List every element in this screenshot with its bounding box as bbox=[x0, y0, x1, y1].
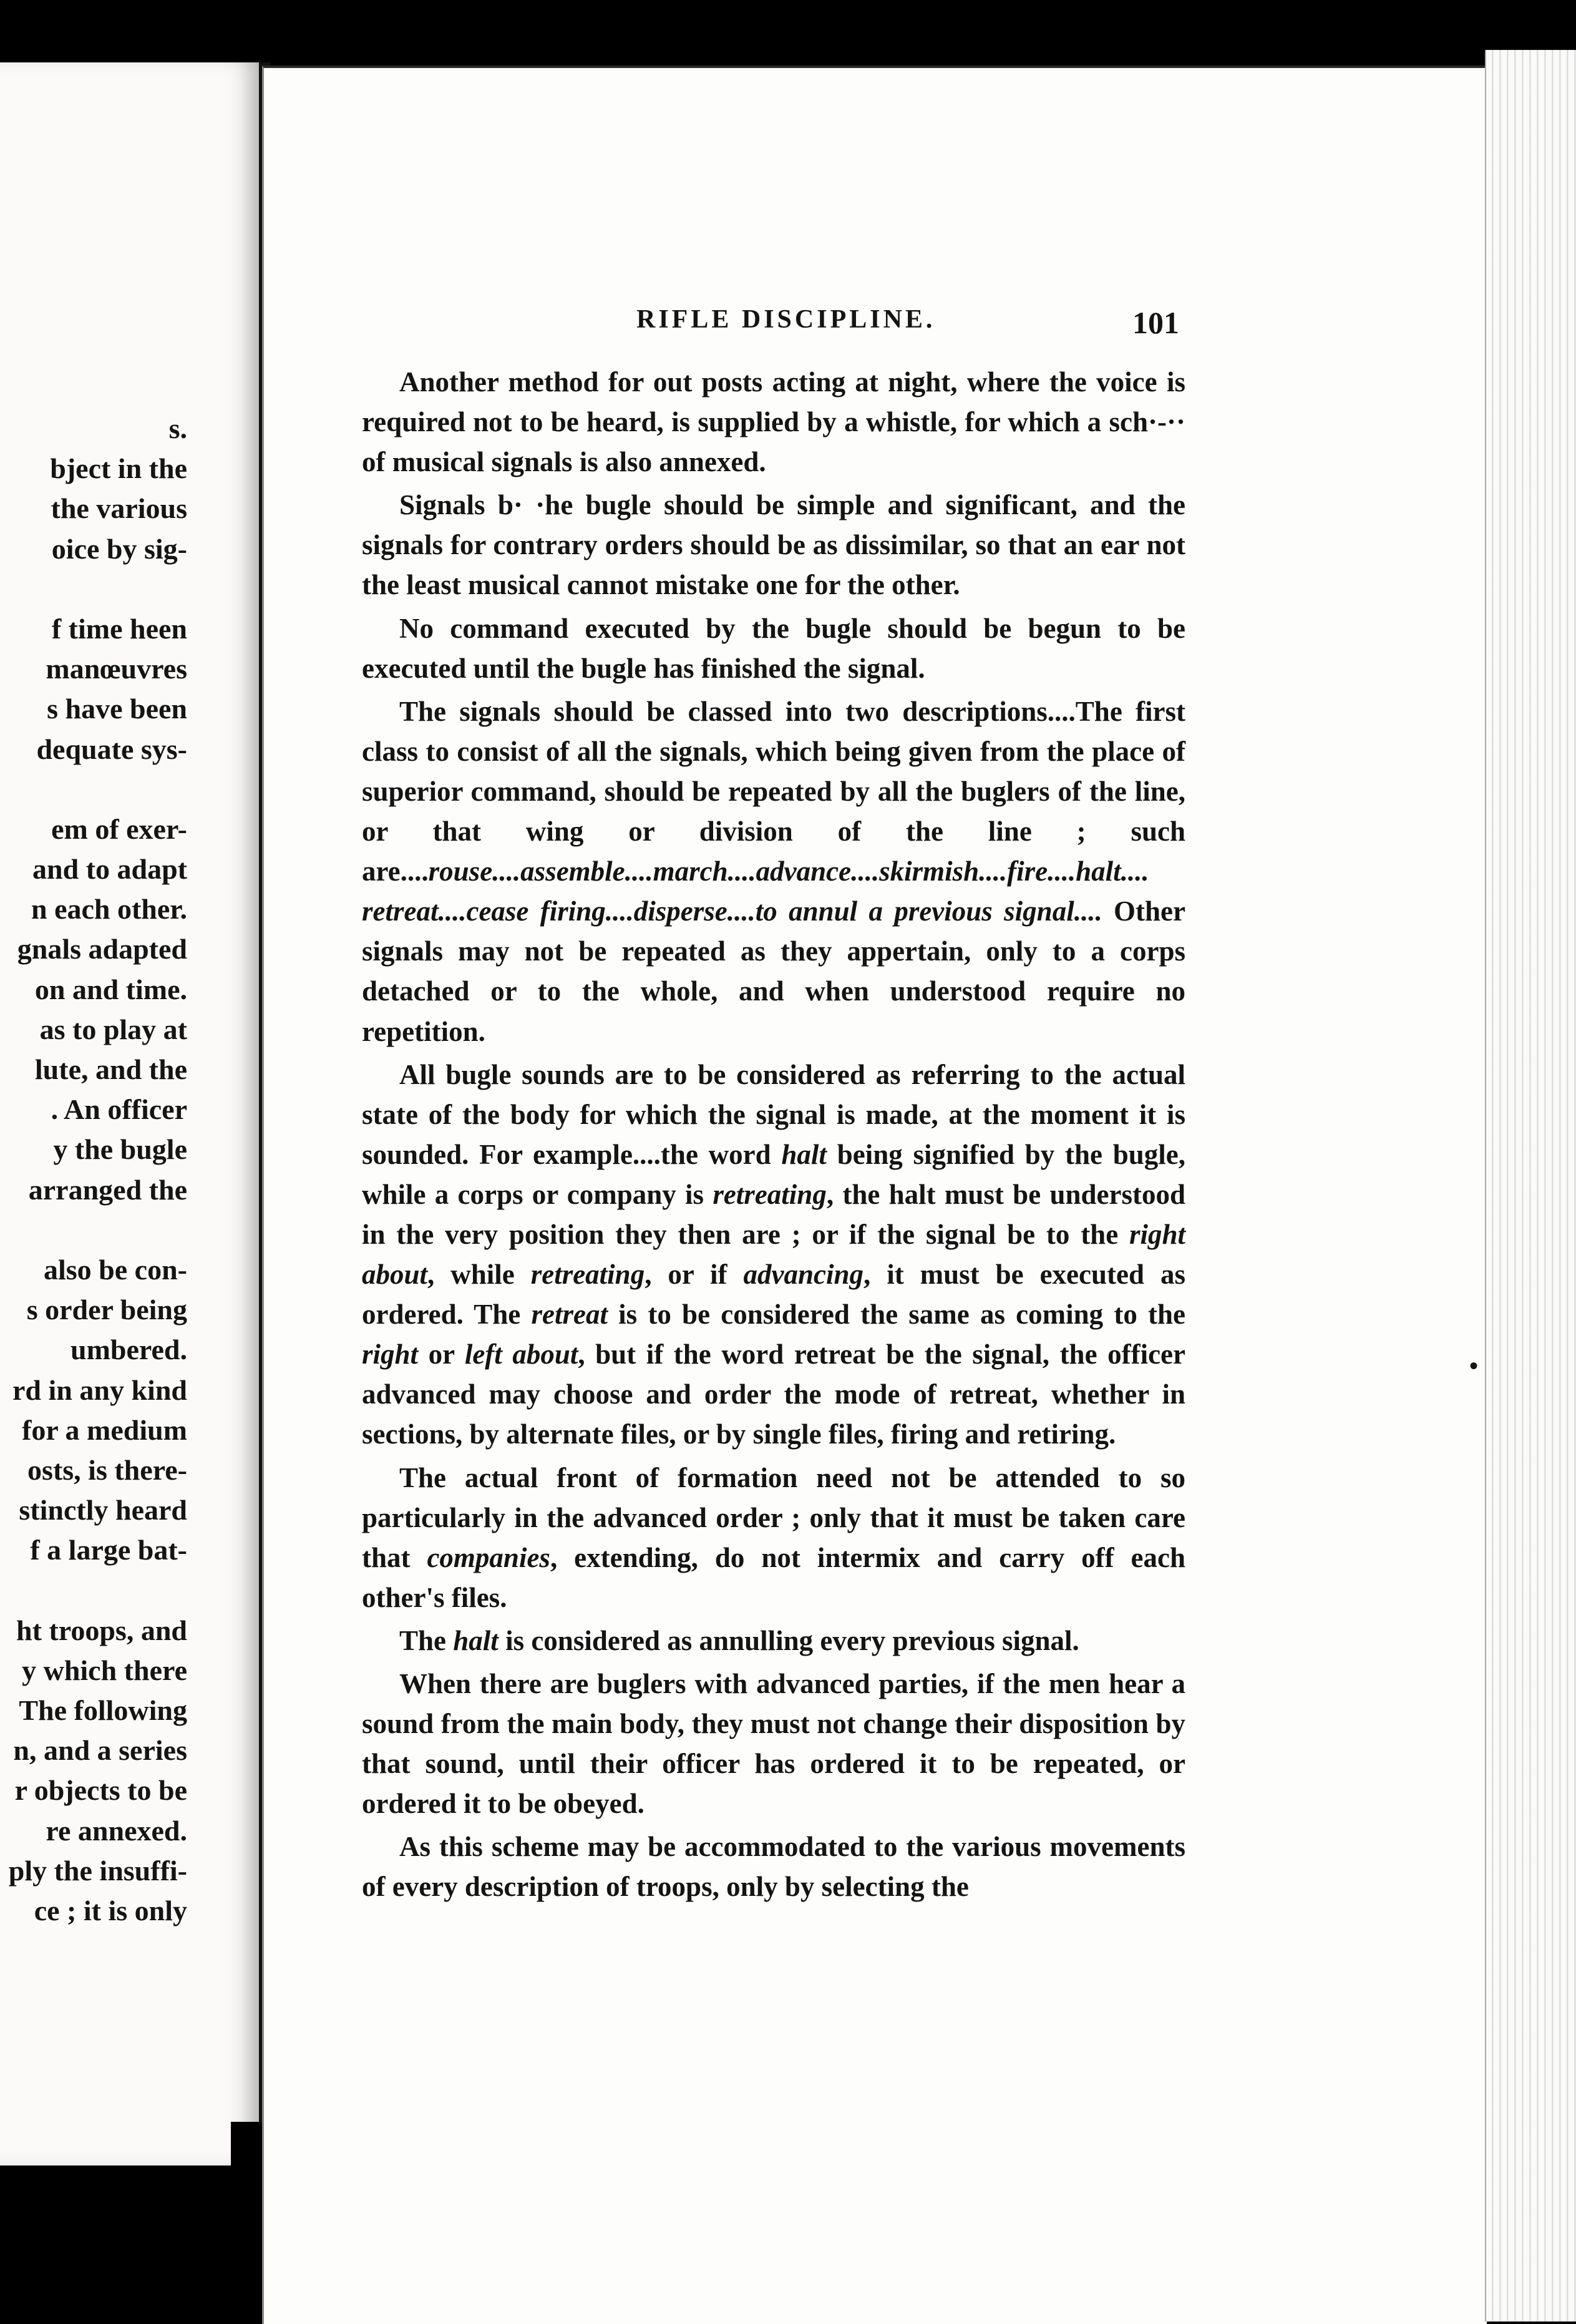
facing-left-page bbox=[0, 62, 264, 2165]
left-page-line: s. bbox=[168, 413, 187, 444]
left-page-line: y which there bbox=[22, 1654, 187, 1686]
left-page-line bbox=[0, 1210, 187, 1250]
binding-shadow bbox=[231, 2122, 262, 2322]
left-page-line bbox=[0, 569, 187, 609]
left-page-line: rd in any kind bbox=[12, 1374, 187, 1406]
left-page-line: lute, and the bbox=[34, 1053, 187, 1085]
left-page-line: . An officer bbox=[51, 1093, 187, 1126]
left-page-line: on and time. bbox=[34, 973, 187, 1005]
paragraph: As this scheme may be accommodated to the various movements of every description of troops, only by selecting the bbox=[362, 1831, 1185, 1903]
left-page-line: em of exer- bbox=[51, 813, 187, 845]
left-page-line: also be con- bbox=[44, 1253, 187, 1286]
left-page-line: and to adapt bbox=[32, 853, 187, 886]
body-text bbox=[362, 362, 1185, 1907]
left-page-line: r objects to be bbox=[14, 1774, 187, 1807]
left-page-line: umbered. bbox=[71, 1334, 187, 1366]
left-page-line bbox=[0, 1570, 187, 1610]
left-page-line: manœuvres bbox=[46, 653, 187, 685]
paragraph: The actual front of formation need not be attended to so particularly in the advanced order ; only that it must be taken care that companies, extending, do not intermix and carry off each other's files. bbox=[362, 1462, 1185, 1613]
left-page-line: ce ; it is only bbox=[34, 1894, 187, 1926]
left-page-line: s have been bbox=[47, 693, 187, 725]
paragraph: The signals should be classed into two descriptions....The first class to consist of all the signals, which being given from the place of superior command, should be repeated by all the buglers of the line, or that wing or division of the line ; such are....rouse....assemble....march....advance....skirmish....fire....halt.... retreat....cease firing....disperse....to annul a previous signal.... Other signals may not be repeated as they appertain, only to a corps detached or to the whole, and when understood require no repetition. bbox=[362, 695, 1185, 1047]
left-page-text bbox=[0, 409, 187, 1931]
left-page-line: ht troops, and bbox=[16, 1614, 187, 1646]
left-page-line: re annexed. bbox=[46, 1814, 187, 1847]
left-page-line: dequate sys- bbox=[36, 733, 187, 765]
left-page-line: the various bbox=[51, 492, 187, 525]
left-page-line: n, and a series bbox=[13, 1734, 187, 1767]
left-page-line bbox=[0, 769, 187, 809]
paragraph: All bugle sounds are to be considered as referring to the actual state of the body for which the signal is made, at the moment it is sounded. For example....the word halt being signified by the bugle, while a corps or company is retreating, the halt must be understood in the very position they then are ; or if the signal be to the right about, while retreating, or if advancing, it must be executed as ordered. The retreat is to be considered the same as coming to the right or left about, but if the word retreat be the signal, the officer advanced may choose and order the mode of retreat, whether in sections, by alternate files, or by single files, firing and retiring. bbox=[362, 1058, 1186, 1450]
left-page-line: y the bugle bbox=[53, 1133, 187, 1166]
signal-list: rouse....assemble....march....advance....skirmish....fire....halt.... retreat....cease firing....disperse....to annul a previous signal.... bbox=[362, 856, 1149, 927]
paragraph: The halt is considered as annulling every previous signal. bbox=[399, 1624, 1079, 1656]
left-page-line: osts, is there- bbox=[27, 1453, 187, 1486]
left-page-line: stinctly heard bbox=[19, 1494, 187, 1526]
left-page-line: f time heen bbox=[51, 612, 187, 645]
left-page-line: arranged the bbox=[28, 1173, 187, 1206]
left-page-line: s order being bbox=[26, 1294, 187, 1326]
margin-mark: • bbox=[1469, 1352, 1479, 1380]
paragraph: When there are buglers with advanced parties, if the men hear a sound from the main body, they must not change their disposition by that sound, until their officer has ordered it to be repeated, or ordered it to be obeyed. bbox=[362, 1668, 1185, 1820]
left-page-line: gnals adapted bbox=[17, 933, 187, 965]
left-page-line: bject in the bbox=[50, 452, 187, 485]
page-edges bbox=[1485, 50, 1576, 2322]
paragraph: Another method for out posts acting at night, where the voice is required not to be heard, is supplied by a whistle, for which a sch·-·· of musical signals is also annexed. bbox=[362, 366, 1185, 478]
page-number: 101 bbox=[1132, 305, 1179, 340]
running-head: RIFLE DISCIPLINE. bbox=[636, 305, 936, 334]
left-page-line: f a large bat- bbox=[30, 1534, 187, 1566]
paragraph: Signals b· ·he bugle should be simple and significant, and the signals for contrary orders should be as dissimilar, so that an ear not the least musical cannot mistake one for the other. bbox=[362, 489, 1185, 601]
left-page-line: for a medium bbox=[22, 1413, 187, 1446]
left-page-line: The following bbox=[19, 1694, 187, 1726]
left-page-line: oice by sig- bbox=[51, 532, 187, 565]
paragraph: No command executed by the bugle should be begun to be executed until the bugle has finished the signal. bbox=[362, 612, 1185, 684]
left-page-line: n each other. bbox=[31, 893, 187, 925]
left-page-line: as to play at bbox=[39, 1013, 187, 1045]
left-page-line: ply the insuffi- bbox=[8, 1854, 187, 1887]
